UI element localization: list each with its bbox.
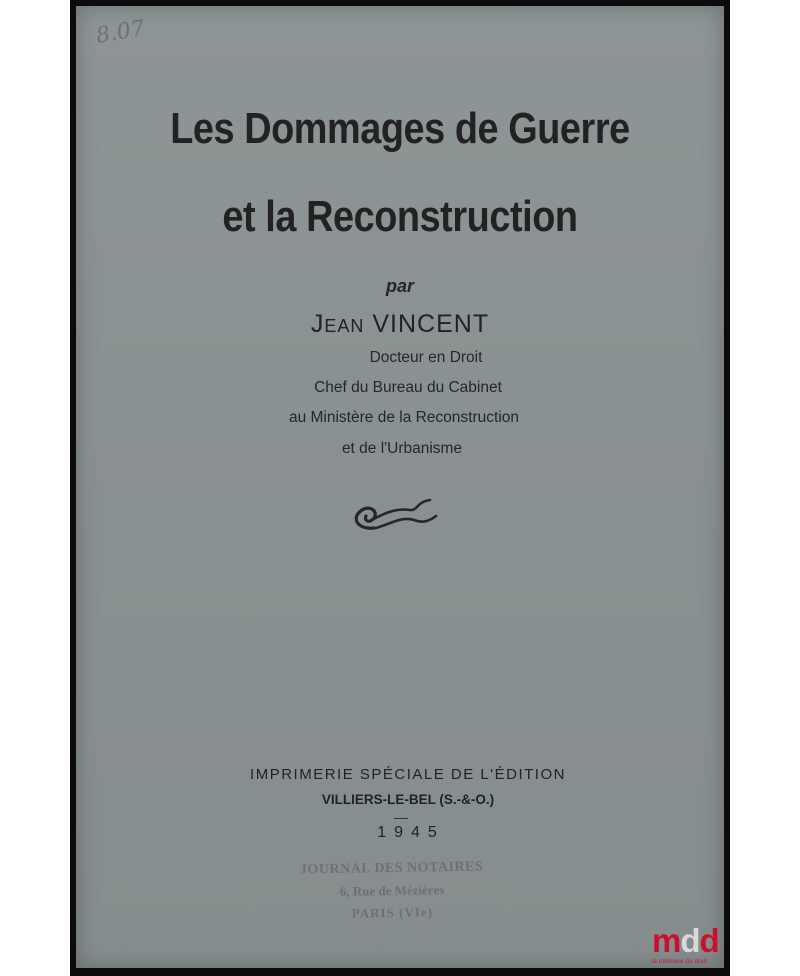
mdd-logo	[652, 924, 732, 972]
ornament-flourish-icon	[346, 490, 446, 540]
publisher-city: VILLIERS-LE-BEL (S.-&-O.)	[321, 792, 495, 807]
separator-dash	[394, 818, 408, 819]
book-cover	[76, 6, 724, 968]
by-label: par	[385, 276, 414, 296]
publisher-name: IMPRIMERIE SPÉCIALE DE L'ÉDITION	[250, 766, 566, 783]
stamp-line-2: 6, Rue de Mézières	[339, 882, 445, 899]
author-name: Jean VINCENT	[310, 310, 490, 338]
stamp-line-3: PARIS (VIe)	[351, 904, 434, 921]
library-stamp	[271, 856, 512, 926]
stamp-line-1: JOURNAL DES NOTAIRES	[299, 859, 484, 878]
pencil-mark: 8.07	[94, 15, 147, 50]
logo-letters: mdd	[652, 922, 719, 959]
title-line-1: Les Dommages de Guerre	[170, 104, 630, 153]
credential-line-2: Chef du Bureau du Cabinet	[314, 379, 502, 396]
title-line-2: et la Reconstruction	[222, 192, 578, 241]
publication-year: 1945	[377, 824, 445, 841]
credential-line-1: Docteur en Droit	[369, 349, 483, 366]
credential-line-4: et de l'Urbanisme	[341, 440, 463, 457]
logo-tagline: la mémoire du droit	[652, 959, 708, 965]
credential-line-3: au Ministère de la Reconstruction	[288, 409, 520, 426]
